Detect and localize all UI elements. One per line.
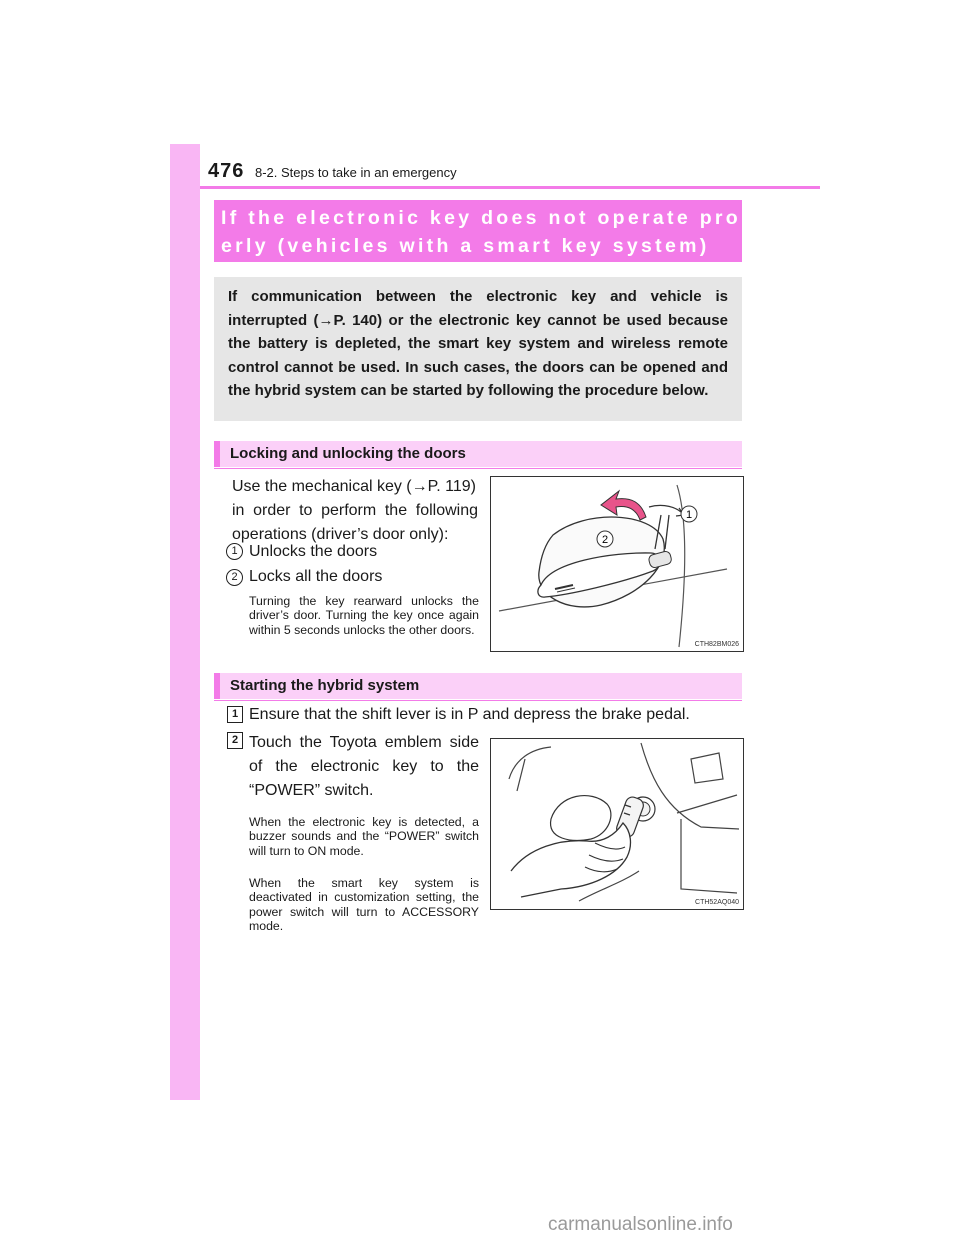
page-number: 476 <box>208 160 245 182</box>
page-side-band <box>170 144 200 1100</box>
locking-text-line-3: operations (driver’s door only): <box>232 526 449 543</box>
starting-heading: Starting the hybrid system <box>214 673 742 699</box>
door-handle-illustration <box>491 477 743 651</box>
item-number-1: 1 <box>226 543 243 560</box>
power-switch-figure <box>490 738 744 910</box>
locking-text-line-2: in order to perform the following <box>232 502 478 519</box>
locking-note: Turning the key rearward unlocks the driver’s door. Turning the key once again within 5 seconds unlocks the other doors. <box>249 594 479 637</box>
step-number-1: 1 <box>227 706 243 723</box>
running-header: 8-2. Steps to take in an emergency <box>255 165 457 180</box>
step-2-text-line-1: Touch the Toyota emblem side <box>249 734 479 751</box>
watermark: carmanualsonline.info <box>548 1214 733 1235</box>
figure-code-2: CTH52AQ040 <box>695 899 739 906</box>
header-rule <box>200 186 820 189</box>
step-number-2: 2 <box>227 732 243 749</box>
starting-note-2: When the smart key system is deactivated in customization setting, the power switch will turn to ACCESSORY mode. <box>249 876 479 933</box>
door-handle-figure <box>490 476 744 652</box>
step-2-text-line-2: of the electronic key to the <box>249 758 479 775</box>
step-2-text-line-3: “POWER” switch. <box>249 782 374 799</box>
section-title-line-2: erly (vehicles with a smart key system) <box>221 235 710 257</box>
figure-code-1: CTH82BM026 <box>694 641 739 648</box>
starting-note-1: When the electronic key is detected, a buzzer sounds and the “POWER” switch will turn to ON mode. <box>249 815 479 858</box>
item-label-1: Unlocks the doors <box>249 543 378 560</box>
section-banner <box>214 200 767 262</box>
item-label-2: Locks all the doors <box>249 568 383 585</box>
step-1-text: Ensure that the shift lever is in P and depress the brake pedal. <box>249 706 690 723</box>
item-number-2: 2 <box>226 569 243 586</box>
intro-box: If communication between the electronic key and vehicle is interrupted (→P. 140) or the electronic key cannot be used because the battery is depleted, the smart key system and wireless remote control cannot be used. In such cases, the doors can be opened and the hybrid system can be started by following the procedure below. <box>214 277 742 421</box>
section-title-line-1: If the electronic key does not operate prop- <box>221 207 767 229</box>
callout-2: 2 <box>601 534 609 546</box>
key-touch-illustration <box>491 739 743 909</box>
locking-heading: Locking and unlocking the doors <box>214 441 742 467</box>
locking-text-line-1: Use the mechanical key (→P. 119) <box>232 478 476 495</box>
callout-1: 1 <box>685 509 693 521</box>
